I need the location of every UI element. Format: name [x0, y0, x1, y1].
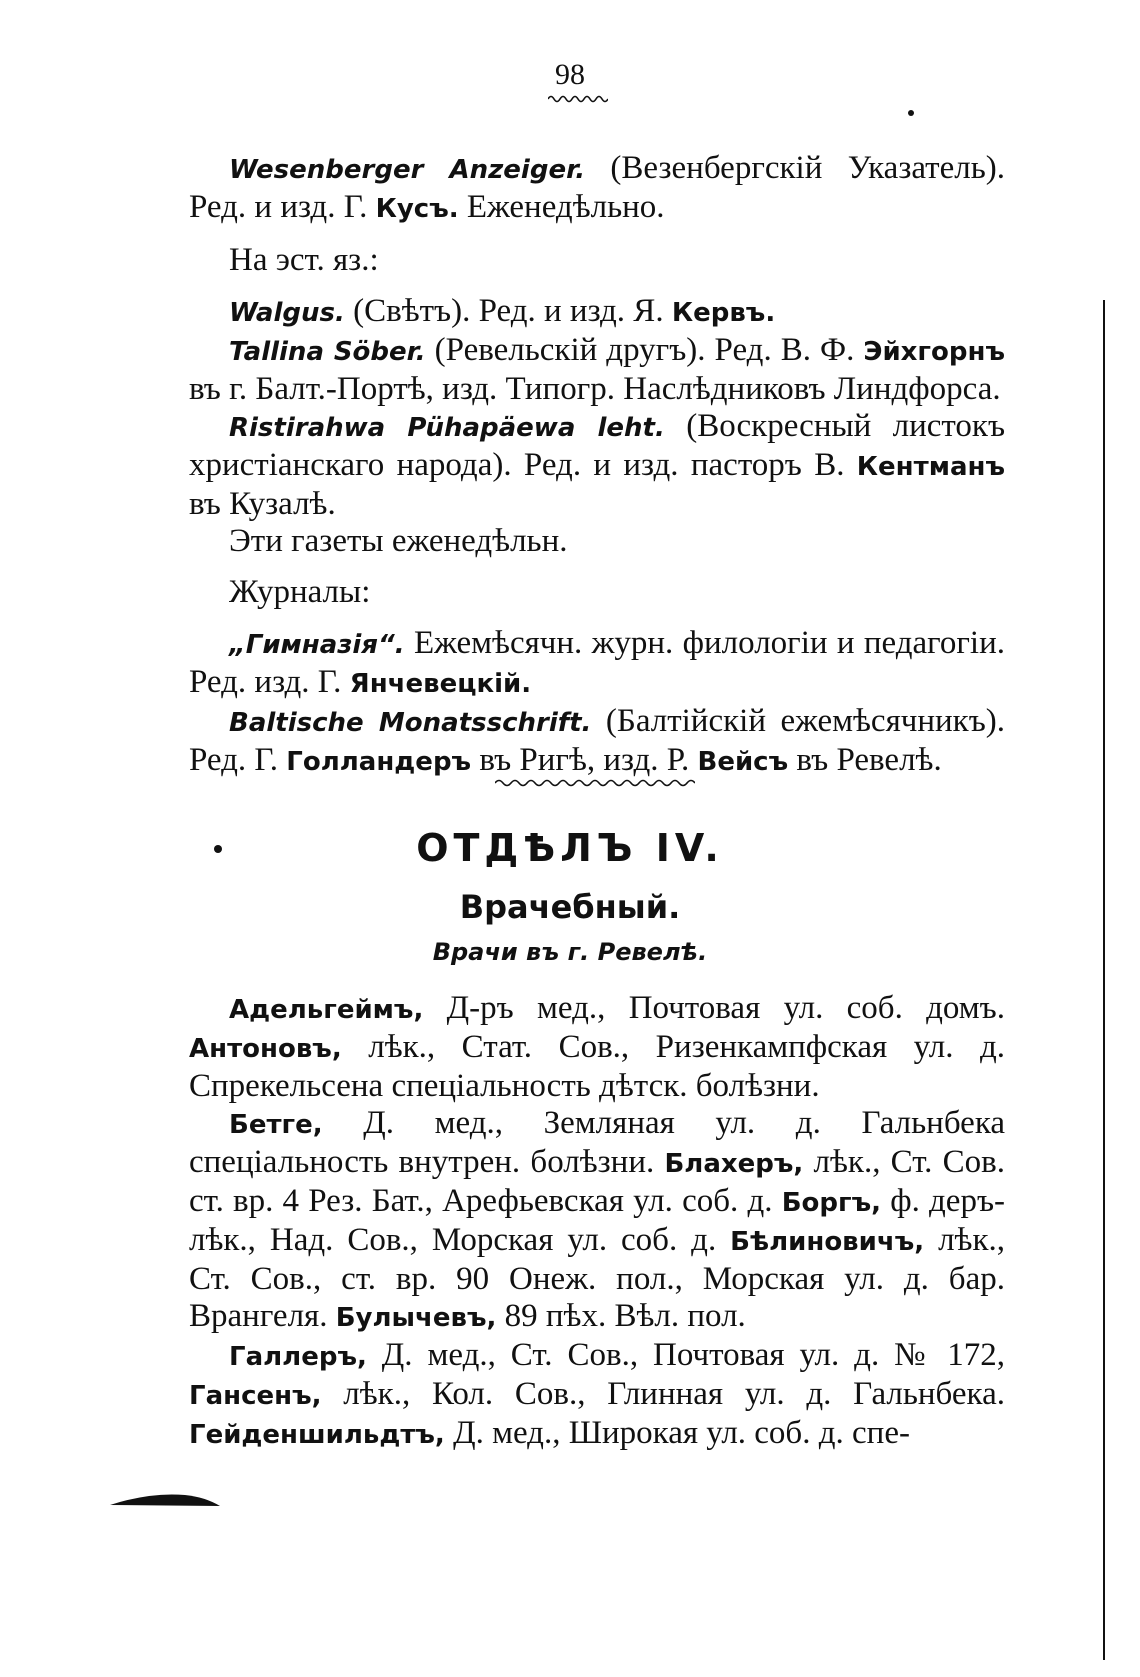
entry-title: „Гимназія“. — [229, 630, 405, 660]
entry-wesenberger: Wesenberger Anzeiger. (Везенбергскій Указатель). Ред. и изд. Г. Кусъ. Еженедѣльно. — [189, 150, 1005, 225]
entry-name: Кервъ. — [671, 298, 776, 328]
weekly-note: Эти газеты еженедѣльн. — [229, 523, 568, 559]
section-subheading: Врачи въ г. Ревелѣ. — [432, 938, 708, 966]
entry-title: Tallina Söber. — [229, 337, 426, 367]
entry-group-a: Адельгеймъ, Д-ръ мед., Почтовая ул. соб. домъ. Антоновъ, лѣк., Стат. Сов., Ризенкампфская ул. д. Спрекельсена спеціальность дѣтск. болѣзни. — [189, 990, 1005, 1104]
entry-walgus: Walgus. (Свѣтъ). Ред. и изд. Я. Кервъ. — [229, 293, 776, 329]
entry-name: Эйхгорнъ — [863, 337, 1005, 367]
entry-group-g: Галлеръ, Д. мед., Ст. Сов., Почтовая ул. д. № 172, Гансенъ, лѣк., Кол. Сов., Глинная ул. д. Гальнбека. Гейденшильдтъ, Д. мед., Широкая ул. соб. д. спе- — [189, 1337, 1005, 1451]
entry-name: Антоновъ, — [189, 1034, 342, 1064]
entry-name: Боргъ, — [781, 1188, 881, 1218]
page-number: 98 — [555, 58, 585, 91]
page-number-ornament — [548, 94, 608, 104]
entry-title: Baltische Monatsschrift. — [229, 708, 592, 738]
entry-name: Кентманъ — [856, 452, 1005, 482]
entry-title: Ristirahwa Pühapäewa leht. — [229, 413, 665, 443]
entry-name: Адельгеймъ, — [229, 995, 424, 1025]
entry-name: Бетге, — [229, 1110, 323, 1140]
entry-name: Блахеръ, — [664, 1149, 804, 1179]
language-heading: На эст. яз.: — [229, 242, 379, 278]
entry-name: Галлеръ, — [229, 1342, 367, 1372]
entry-name: Кусъ. — [375, 194, 459, 224]
journals-heading: Журналы: — [229, 574, 371, 610]
section-title: ОТДѢЛЪ IV. — [416, 826, 724, 870]
entry-title: Wesenberger Anzeiger. — [229, 155, 586, 185]
scan-smudge — [110, 1490, 220, 1510]
entry-name: Янчевецкій. — [349, 669, 532, 699]
scan-edge-line — [1103, 300, 1105, 1660]
entry-name: Гейденшильдтъ, — [189, 1420, 445, 1450]
entry-name: Гансенъ, — [189, 1381, 322, 1411]
section-subtitle: Врачебный. — [459, 888, 681, 926]
entry-ristirahwa: Ristirahwa Pühapäewa leht. (Воскресный листокъ христіанскаго народа). Ред. и изд. пасторъ В. Кентманъ въ Кузалѣ. — [189, 408, 1006, 522]
section-divider-ornament — [495, 778, 695, 788]
entry-name: Вейсъ — [697, 747, 789, 777]
entry-gimnaziya: „Гимназія“. Ежемѣсячн. журн. филологіи и педагогіи. Ред. изд. Г. Янчевецкій. — [189, 625, 1005, 700]
entry-group-b: Бетге, Д. мед., Земляная ул. д. Гальнбека спеціальность внутрен. болѣзни. Блахеръ, лѣк., Ст. Сов. ст. вр. 4 Рез. Бат., Арефьевская ул. соб. д. Боргъ, ф. деръ-лѣк., Над. Сов., Морская ул. соб. д. Бѣлиновичъ, лѣк., Ст. Сов., ст. вр. 90 Онеж. пол., Морская ул. д. бар. Врангеля. Булычевъ, 89 пѣх. Вѣл. пол. — [189, 1105, 1006, 1334]
scan-dot — [908, 110, 914, 116]
periodicals-list — [189, 150, 1005, 781]
entry-tallina-sober: Tallina Söber. (Ревельскій другъ). Ред. В. Ф. Эйхгорнъ въ г. Балт.-Портѣ, изд. Типогр. Наслѣдниковъ Линдфорса. — [189, 332, 1005, 407]
entry-name: Бѣлиновичъ, — [730, 1227, 925, 1257]
scan-dot — [214, 845, 222, 853]
entry-title: Walgus. — [229, 298, 345, 328]
entry-name: Булычевъ, — [335, 1303, 497, 1333]
entry-baltische: Baltische Monatsschrift. (Балтійскій ежемѣсячникъ). Ред. Г. Голландеръ въ Ригѣ, изд. Р. Вейсъ въ Ревелѣ. — [189, 703, 1005, 778]
entry-name: Голландеръ — [286, 747, 472, 777]
physicians-list — [189, 990, 1005, 1454]
